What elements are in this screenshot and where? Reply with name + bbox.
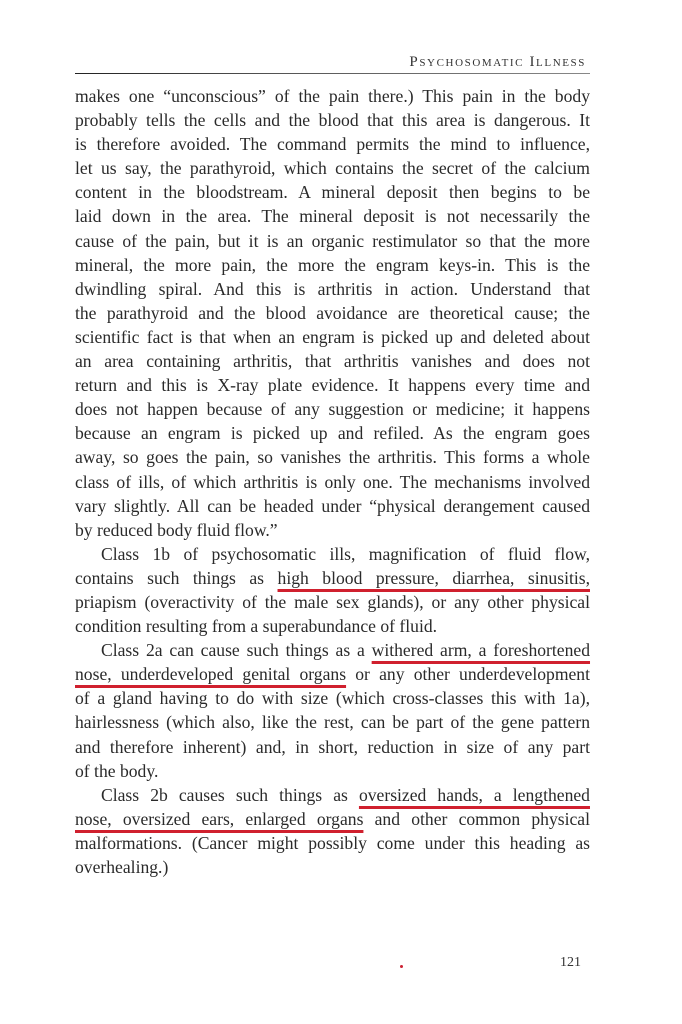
text-line: condition resulting from a superabundance of fluid. xyxy=(75,616,438,637)
text-line: content in the bloodstream. A mineral deposit then begins to be xyxy=(75,182,590,203)
header-rule xyxy=(75,73,590,75)
red-underlined-text: withered arm, a foreshortened xyxy=(371,640,591,661)
text-line: of a gland having to do with size (which cross-classes this with 1a), xyxy=(75,688,590,709)
text-segment: Class 2b causes such things as xyxy=(101,784,359,805)
text-line: malformations. (Cancer might possibly come under this heading as xyxy=(75,832,590,853)
text-line: class of ills, of which arthritis is only one. The mechanisms involved xyxy=(75,471,590,492)
text-line: because an engram is picked up and refiled. As the engram goes xyxy=(75,423,590,444)
red-underlined-text: nose, oversized ears, enlarged organs xyxy=(75,808,364,829)
running-head xyxy=(75,50,590,74)
text-line: let us say, the parathyroid, which contains the secret of the calcium xyxy=(75,158,590,179)
text-line: overhealing.) xyxy=(75,857,169,877)
text-line: Class 1b of psychosomatic ills, magnification of fluid flow, xyxy=(101,543,590,564)
text-line: and therefore inherent) and, in short, reduction in size of any part xyxy=(75,736,590,757)
text-line: the parathyroid and the blood avoidance are theoretical cause; the xyxy=(75,302,590,323)
text-line xyxy=(75,638,590,662)
running-head-title: Psychosomatic Illness xyxy=(409,54,586,70)
text-line xyxy=(75,662,590,686)
red-underlined-text: oversized hands, a lengthened xyxy=(358,784,590,805)
red-underlined-text: nose, underdeveloped genital organs xyxy=(75,664,347,685)
text-segment: contains such things as xyxy=(75,567,278,588)
text-line: an area containing arthritis, that arthritis vanishes and does not xyxy=(75,351,590,372)
text-line: priapism (overactivity of the male sex glands), or any other physical xyxy=(75,591,590,612)
text-line xyxy=(75,566,590,590)
text-line xyxy=(75,783,590,807)
text-line: cause of the pain, but it is an organic restimulator so that the more xyxy=(75,230,590,251)
paragraph-class-2a xyxy=(75,638,590,783)
paragraph-class-2b xyxy=(75,783,590,879)
text-segment: Class 2a can cause such things as a xyxy=(101,640,372,661)
text-line: laid down in the area. The mineral deposit is not necessarily the xyxy=(75,206,590,227)
paragraph-arthritis xyxy=(75,84,590,542)
text-segment: or any other underdevelopment xyxy=(346,664,590,685)
text-line xyxy=(75,807,590,831)
text-line: does not happen because of any suggestion or medicine; it happens xyxy=(75,399,590,420)
text-line: return and this is X-ray plate evidence. It happens every time and xyxy=(75,375,590,396)
red-ink-dot xyxy=(400,965,403,968)
text-line: probably tells the cells and the blood that this area is dangerous. It xyxy=(75,110,590,131)
text-line: vary slightly. All can be headed under “physical derangement caused xyxy=(75,495,590,516)
text-line: by reduced body fluid flow.” xyxy=(75,519,278,540)
text-line: makes one “unconscious” of the pain there.) This pain in the body xyxy=(75,86,590,106)
red-underlined-text: high blood pressure, diarrhea, sinusitis, xyxy=(277,567,590,588)
text-line: scientific fact is that when an engram is picked up and deleted about xyxy=(75,326,590,347)
text-line: hairlessness (which also, like the rest, can be part of the gene pattern xyxy=(75,712,590,733)
text-line: is therefore avoided. The command permits the mind to influence, xyxy=(75,134,590,155)
paragraph-class-1b xyxy=(75,542,590,638)
text-line: away, so goes the pain, so vanishes the arthritis. This forms a whole xyxy=(75,447,590,468)
body-text xyxy=(75,84,590,879)
text-segment: and other common physical xyxy=(363,808,590,829)
page-number: 121 xyxy=(560,955,581,970)
text-line: of the body. xyxy=(75,760,159,781)
text-line: dwindling spiral. And this is arthritis in action. Understand that xyxy=(75,278,590,299)
text-line: mineral, the more pain, the more the engram keys-in. This is the xyxy=(75,254,590,275)
